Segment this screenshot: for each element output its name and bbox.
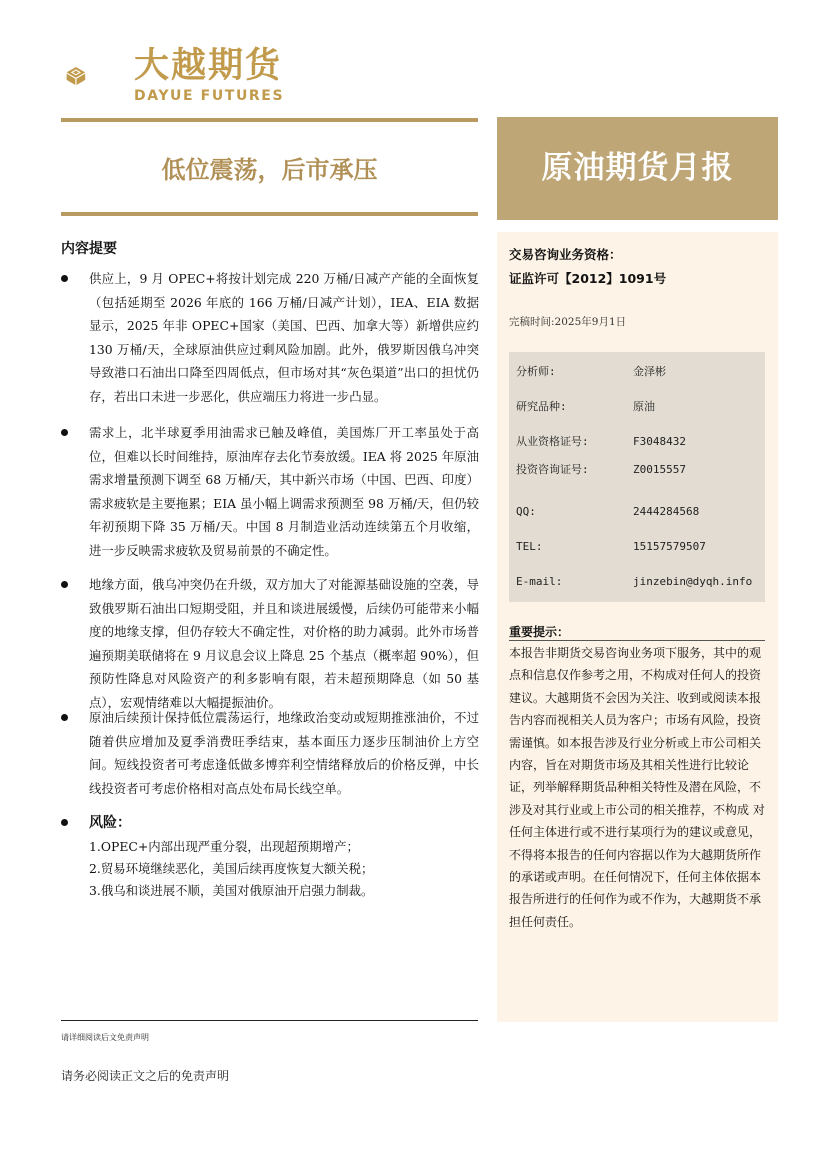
qualification-label: 交易咨询业务资格：	[509, 247, 622, 262]
bullet-icon	[61, 819, 68, 826]
qq-label: QQ:	[516, 505, 536, 518]
analyst-value: 金泽彬	[633, 365, 666, 378]
completion-time: 完稿时间:2025年9月1日	[509, 316, 627, 328]
risk-item: 2.贸易环境继续恶化，美国后续再度恢复大额关税；	[89, 861, 374, 876]
advisory-cert-value: Z0015557	[633, 463, 686, 476]
product-value: 原油	[633, 400, 655, 413]
analyst-label: 分析师:	[516, 365, 556, 378]
bullet-icon	[61, 429, 68, 436]
logo-chinese-name: 大越期货	[134, 46, 283, 86]
practice-cert-value: F3048432	[633, 435, 686, 448]
report-headline: 低位震荡，后市承压	[161, 156, 378, 184]
tel-value: 15157579507	[633, 540, 706, 553]
email-label: E-mail:	[516, 575, 563, 588]
bullet-icon	[61, 714, 68, 721]
bullet-icon	[61, 581, 68, 588]
report-title: 原油期货月报	[541, 150, 734, 186]
summary-paragraph-demand: 需求上，北半球夏季用油需求已触及峰值，美国炼厂开工率虽处于高位，但难以长时间维持，原油库存去化节奏放缓。IEA 将 2025 年原油需求增量预测下调至 68 万桶/天，其中新兴市场（中国、巴西、印度）需求疲软是主要拖累；EIA 虽小幅上调需求预测至 98 万桶/天，但仍较年初预期下降 35 万桶/天。中国 8 月制造业活动连续第五个月收缩，进一步反映需求疲软及贸易前景的不确定性。	[89, 425, 479, 558]
bullet-icon	[61, 275, 68, 282]
risk-item: 1.OPEC+内部出现严重分裂，出现超预期增产；	[89, 839, 359, 854]
email-value: jinzebin@dyqh.info	[633, 575, 753, 588]
headline-top-rule	[61, 118, 478, 122]
footer-rule	[61, 1020, 478, 1021]
risk-title: 风险：	[89, 815, 131, 831]
summary-paragraph-geopolitics: 地缘方面，俄乌冲突仍在升级，双方加大了对能源基础设施的空袭，导致俄罗斯石油出口短期受阻，并且和谈进展缓慢，后续仍可能带来小幅度的地缘支撑，但仍存较大不确定性，对价格的助力减弱。此外市场普遍预期美联储将在 9 月议息会议上降息 25 个基点（概率超 90%），但预防性降息对风险资产的利多影响有限，若未超预期降息（如 50 基点），宏观情绪难以大幅提振油价。	[89, 577, 479, 710]
qq-value: 2444284568	[633, 505, 700, 518]
footer-small-note: 请详细阅读后文免责声明	[61, 1033, 149, 1042]
notice-text: 本报告非期货交易咨询业务项下服务，其中的观点和信息仅作参考之用，不构成对任何人的投资建议。大越期货不会因为关注、收到或阅读本报告内容而视相关人员为客户；市场有风险，投资需谨慎。如本报告涉及行业分析或上市公司相关内容，旨在对期货市场及其相关性进行比较论证，列举解释期货品种相关特性及潜在风险，不涉及对其行业或上市公司的相关推荐，不构成 对任何主体进行或不进行某项行为的建议或意见，不得将本报告的任何内容据以作为大越期货所作的承诺或声明。在任何情况下，任何主体依据本报告所进行的任何作为或不作为，大越期货不承担任何责任。	[509, 646, 765, 929]
summary-title: 内容提要	[61, 241, 117, 257]
notice-title: 重要提示：	[509, 625, 570, 639]
tel-label: TEL:	[516, 540, 543, 553]
product-label: 研究品种:	[516, 400, 567, 413]
summary-paragraph-supply: 供应上，9 月 OPEC+将按计划完成 220 万桶/日减产产能的全面恢复（包括延期至 2026 年底的 166 万桶/日减产计划），IEA、EIA 数据显示，2025 年非 OPEC+国家（美国、巴西、加拿大等）新增供应约 130 万桶/天，全球原油供应过剩风险加剧。此外，俄罗斯因俄乌冲突导致港口石油出口降至四周低点，但市场对其“灰色渠道”出口的担忧仍存，若出口未进一步恶化，供应端压力将进一步凸显。	[89, 271, 479, 404]
headline-bottom-rule	[61, 212, 478, 216]
summary-paragraph-outlook: 原油后续预计保持低位震荡运行，地缘政治变动或短期推涨油价，不过随着供应增加及夏季消费旺季结束，基本面压力逐步压制油价上方空间。短线投资者可考虑逢低做多博弈利空情绪释放后的价格反弹，中长线投资者可考虑价格相对高点处布局长线空单。	[89, 710, 479, 796]
qualification-license: 证监许可【2012】1091号	[509, 271, 667, 286]
footer-disclaimer-note: 请务必阅读正文之后的免责声明	[61, 1069, 230, 1083]
dayue-logo-icon	[66, 44, 132, 108]
practice-cert-label: 从业资格证号:	[516, 435, 589, 448]
logo-english-name: DAYUE FUTURES	[134, 88, 285, 104]
risk-item: 3.俄乌和谈进展不顺，美国对俄原油开启强力制裁。	[89, 883, 374, 898]
notice-rule	[509, 640, 765, 641]
advisory-cert-label: 投资咨询证号:	[516, 463, 589, 476]
